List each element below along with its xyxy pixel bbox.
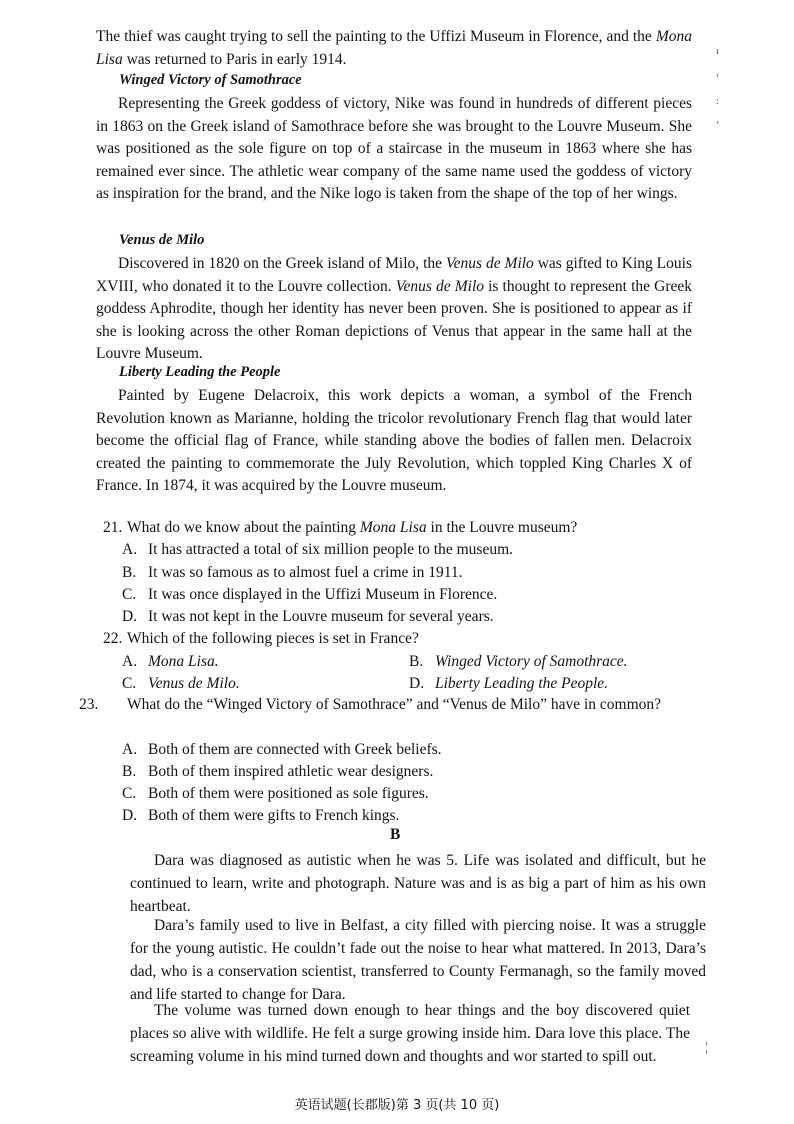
option-letter: A.	[122, 741, 138, 758]
question-22	[103, 628, 703, 650]
paragraph-venus-de-milo: Discovered in 1820 on the Greek island of Milo, the Venus de Milo was gifted to King Louis XVIII, who donated it to the Louvre collection. Venus de Milo is thought to represent the Greek goddess Aphrodite, though her identity has never been proven. She is positioned to appear as if she is looking across the other Roman depictions of Venus that appear in the same hall at the Louvre Museum.	[96, 255, 692, 363]
option-letter: B.	[122, 564, 137, 581]
passage-b-paragraph-3: The volume was turned down enough to hear things and the boy discovered quiet places so alive with wildlife. He felt a surge growing inside him. Dara love this place. The screaming volume in his mind turned down and thoughts and wor started to spill out.	[130, 1002, 690, 1065]
option-text: Both of them inspired athletic wear designers.	[148, 763, 434, 780]
heading-winged-victory: Winged Victory of Samothrace	[119, 72, 302, 88]
q21-option-d	[122, 606, 494, 628]
passage-a-intro: The thief was caught trying to sell the painting to the Uffizi Museum in Florence, and the Mona Lisa was returned to Paris in early 1914.	[96, 28, 692, 68]
scan-mark: ‘	[716, 120, 720, 131]
option-letter: B.	[409, 653, 424, 670]
q22-option-b	[409, 651, 628, 673]
q21-option-a	[122, 539, 513, 561]
page-footer: 英语试题(长郡版)第 3 页(共 10 页)	[294, 1098, 500, 1113]
question-21-stem-b: in the Louvre museum?	[426, 519, 578, 536]
option-text: Both of them were positioned as sole figures.	[148, 785, 429, 802]
q23-option-d	[122, 805, 399, 827]
heading-venus-de-milo: Venus de Milo	[119, 232, 205, 248]
passage-b-paragraph-1: Dara was diagnosed as autistic when he was 5. Life was isolated and difficult, but he continued to learn, write and photograph. Nature was and is as big a part of him as his own heartbeat.	[130, 852, 706, 915]
option-letter: C.	[122, 586, 137, 603]
q21-option-c	[122, 584, 497, 606]
option-text: It was once displayed in the Uffizi Museum in Florence.	[148, 586, 498, 603]
paragraph-liberty-leading: Painted by Eugene Delacroix, this work depicts a woman, a symbol of the French Revolution known as Marianne, holding the tricolor revolutionary French flag that would later become the official flag of France, while standing above the bodies of fallen men. Delacroix created the painting to commemorate the July Revolution, which toppled King Charles X of France. In 1874, it was acquired by the Louvre museum.	[96, 387, 692, 495]
section-b-heading: B	[390, 826, 401, 843]
question-21	[103, 517, 703, 539]
option-text: Winged Victory of Samothrace.	[435, 653, 628, 670]
option-text: Venus de Milo.	[148, 675, 240, 692]
q22-option-a	[122, 651, 219, 673]
option-text: It was so famous as to almost fuel a crime in 1911.	[148, 564, 463, 581]
option-text: Both of them are connected with Greek beliefs.	[148, 741, 442, 758]
option-letter: C.	[122, 675, 137, 692]
option-letter: C.	[122, 785, 137, 802]
q23-option-c	[122, 783, 429, 805]
option-text: Liberty Leading the People.	[435, 675, 609, 692]
option-text: It was not kept in the Louvre museum for several years.	[148, 608, 494, 625]
option-letter: B.	[122, 763, 137, 780]
q23-option-a	[122, 739, 442, 761]
scan-mark: :	[716, 96, 719, 107]
paragraph-winged-victory: Representing the Greek goddess of victory, Nike was found in hundreds of different pieces in 1863 on the Greek island of Samothrace before she was brought to the Louvre Museum. She was positioned as the sole figure on top of a staircase in the museum in 1863 where she has remained ever since. The athletic wear company of the same name used the goddess of victory as inspiration for the brand, and the Nike logo is taken from the shape of the top of her wings.	[96, 95, 692, 203]
q22-option-d	[409, 673, 608, 695]
question-number: 21.	[103, 519, 123, 536]
option-text: Both of them were gifts to French kings.	[148, 807, 400, 824]
q23-option-b	[122, 761, 433, 783]
scan-mark: ‹	[716, 70, 720, 81]
option-text: It has attracted a total of six million people to the museum.	[148, 541, 514, 558]
scan-mark: ı	[716, 46, 719, 57]
heading-liberty-leading: Liberty Leading the People	[119, 364, 281, 380]
option-letter: D.	[122, 807, 138, 824]
passage-b-paragraph-2: Dara’s family used to live in Belfast, a city filled with piercing noise. It was a struggle for the young autistic. He couldn’t fade out the noise to hear what mattered. In 2013, Dara’s dad, who is a conservation scientist, transferred to County Fermanagh, so the family moved and life started to change for Dara.	[130, 917, 706, 1003]
question-21-stem-a: What do we know about the painting	[127, 519, 360, 536]
q22-option-c	[122, 673, 240, 695]
option-text: Mona Lisa.	[148, 653, 219, 670]
option-letter: A.	[122, 541, 138, 558]
question-21-stem-title: Mona Lisa	[359, 519, 427, 536]
option-letter: D.	[122, 608, 138, 625]
q21-option-b	[122, 562, 463, 584]
question-23-stem: What do the “Winged Victory of Samothrace” and “Venus de Milo” have in common?	[127, 696, 662, 713]
option-letter: A.	[122, 653, 138, 670]
question-number: 22.	[103, 630, 123, 647]
question-number: 23.	[79, 696, 99, 713]
option-letter: D.	[409, 675, 425, 692]
question-23	[79, 694, 703, 716]
scan-mark: ¦	[705, 1040, 708, 1055]
question-22-stem: Which of the following pieces is set in France?	[127, 630, 419, 647]
